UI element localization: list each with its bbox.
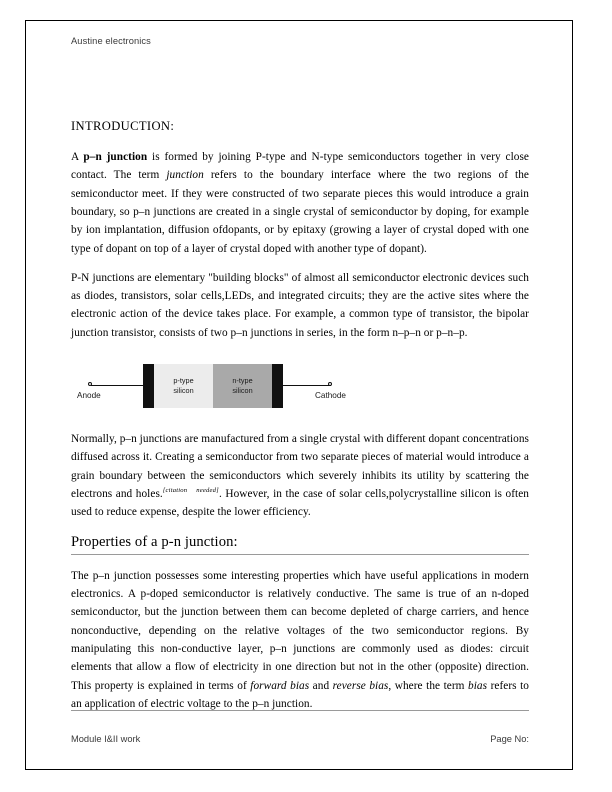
paragraph-intro-italic-term: junction <box>166 169 204 182</box>
subsection-title: Properties of a p-n junction: <box>71 533 238 550</box>
cathode-label: Cathode <box>315 391 346 401</box>
n-type-label-line-1: n-type <box>232 376 253 386</box>
paragraph-properties-part-1: The p–n junction possesses some interesting properties which have useful applications in modern electronics. A p-doped semiconductor is relatively conductive. The same is true of an n-doped semiconductor, but the junction between them can become depleted of charge carriers, and hence nonconductive, depending on the relative voltages of the two semiconductor regions. By manipulating this non-conductive layer, p–n junctions are commonly used as diodes: circuit elements that allow a flow of electricity in one direction but not in the other (opposite) direction. This property is explained in terms of <box>71 569 529 692</box>
citation-close-bracket: ] <box>216 487 219 495</box>
page-title: INTRODUCTION: <box>71 119 175 133</box>
page-content-area <box>71 21 529 769</box>
paragraph-intro-after-italic: refers to the boundary interface where the two regions of the semiconductor meet. If they were constructed of two separate pieces this would introduce a grain boundary, so p–n junctions are created in a single crystal of semiconductor by doping, for example by ion implantation, diffusion ofdopants, or by epitaxy (growing a layer of crystal doped with one type of dopant on top of a layer of crystal doped with another type of dopant). <box>71 169 530 255</box>
citation-open-bracket: [ <box>162 487 166 495</box>
paragraph-intro-lead: A <box>71 151 84 164</box>
citation-word-needed: needed <box>196 487 217 495</box>
paragraph-single-crystal-after-citation: . However, in the case of solar cells,polycrystalline silicon is often used to reduce expense, despite the lower efficiency. <box>71 487 529 519</box>
anode-label: Anode <box>77 391 101 401</box>
document-page <box>25 20 573 770</box>
paragraph-properties <box>71 567 529 713</box>
document-body <box>71 119 529 724</box>
paragraph-single-crystal <box>71 430 529 521</box>
paragraph-single-crystal-before-citation: Normally, p–n junctions are manufactured from a single crystal with different dopant concentrations diffused across it. Creating a semiconductor from two separate pieces of material would introduce a grain boundary between the semiconductors which severely inhibits its utility by scattering the electrons and holes. <box>71 433 529 500</box>
diode-body <box>143 364 283 408</box>
anode-end-cap <box>143 364 154 408</box>
cathode-terminal-icon <box>328 382 332 386</box>
p-type-label-line-2: silicon <box>173 386 194 396</box>
paragraph-intro <box>71 148 529 258</box>
paragraph-intro-after-bold: is formed by joining P-type and N-type semiconductors together in very close contact. The term <box>71 151 529 182</box>
paragraph-properties-part-2: and <box>309 679 333 692</box>
p-type-label-line-1: p-type <box>173 376 194 386</box>
p-type-region <box>154 364 213 408</box>
paragraph-building-blocks: P-N junctions are elementary "building blocks" of almost all semiconductor electronic devices such as diodes, transistors, solar cells,LEDs, and integrated circuits; they are the active sites where the electronic action of the device takes place. For example, a common type of transistor, the bipolar junction transistor, consists of two p–n junctions in series, in the form n–p–n or p–n–p. <box>71 271 529 339</box>
diode-diagram <box>71 358 361 414</box>
paragraph-properties-italic-reverse-bias: reverse bias <box>332 679 389 692</box>
paragraph-intro-bold-term: p–n junction <box>83 151 148 164</box>
anode-lead-wire <box>91 385 143 386</box>
cathode-lead-wire <box>283 385 331 386</box>
citation-needed-superscript <box>163 487 219 494</box>
footer-right-text: Page No: <box>490 734 529 744</box>
n-type-label-line-2: silicon <box>232 386 253 396</box>
running-header: Austine electronics <box>71 36 151 46</box>
paragraph-properties-italic-bias: bias <box>468 679 488 692</box>
citation-word-citation: citation <box>165 487 188 495</box>
paragraph-properties-part-3: , where the term <box>388 679 469 692</box>
subsection-divider <box>71 554 529 555</box>
running-footer <box>71 734 529 744</box>
footer-divider <box>71 710 529 711</box>
paragraph-properties-italic-forward-bias: forward bias <box>250 679 310 692</box>
paragraph-properties-part-4: refers to an application of electric voltage to the p–n junction. <box>71 679 529 710</box>
footer-left-text: Module I&II work <box>71 734 141 744</box>
cathode-end-cap <box>272 364 283 408</box>
n-type-region <box>213 364 272 408</box>
